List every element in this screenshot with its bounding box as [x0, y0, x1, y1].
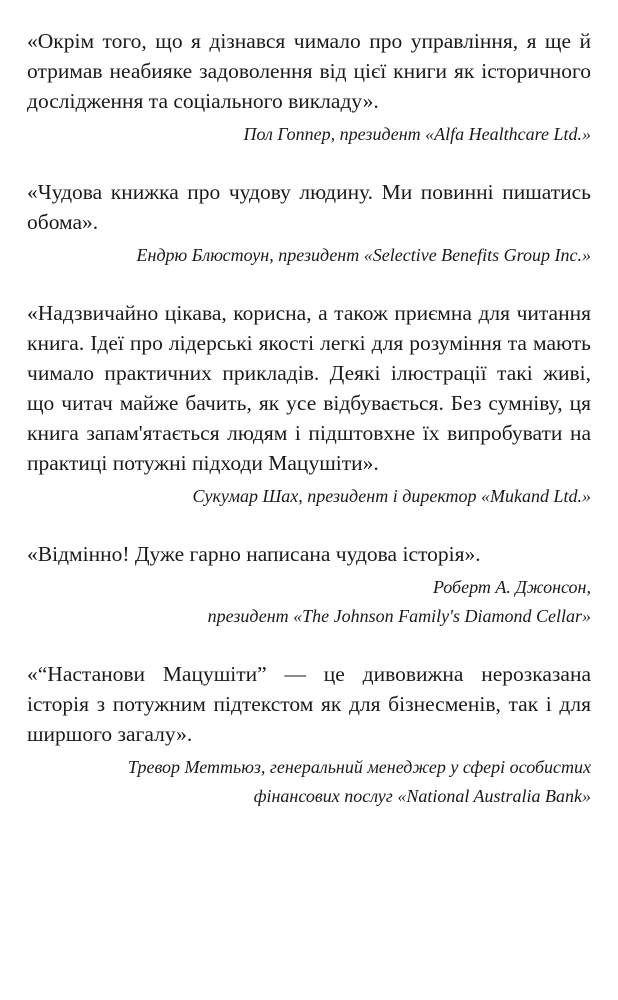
- author-line: президент «The Johnson Family's Diamond Cellar»: [207, 606, 591, 626]
- testimonial-johnson: [27, 539, 591, 631]
- testimonial-quote: «“Настанови Мацушіти” — це дивовижна нерозказана історія з потужним підтекстом як для бізнесменів, так і для ширшого загалу».: [27, 662, 591, 746]
- author-line: Сукумар Шах, президент і директор «Mukand Ltd.»: [192, 486, 591, 506]
- author-line: Ендрю Блюстоун, президент «Selective Benefits Group Inc.»: [136, 245, 591, 265]
- testimonial-quote: «Чудова книжка про чудову людину. Ми повинні пишатись обома».: [27, 180, 591, 234]
- testimonial-matthews: [27, 659, 591, 811]
- author-line: фінансових послуг «National Australia Bank»: [253, 786, 591, 806]
- testimonial-author: [27, 753, 591, 811]
- author-line: Роберт А. Джонсон,: [432, 577, 591, 597]
- testimonial-author: [27, 241, 591, 270]
- testimonial-hopper: [27, 26, 591, 149]
- testimonial-quote: «Відмінно! Дуже гарно написана чудова історія».: [27, 542, 481, 566]
- author-line: Тревор Меттьюз, генеральний менеджер у сфері особистих: [127, 757, 591, 777]
- testimonial-author: [27, 120, 591, 149]
- testimonial-author: [27, 573, 591, 631]
- testimonial-quote: «Надзвичайно цікава, корисна, а також приємна для читання книга. Ідеї про лідерські якості легкі для розуміння та мають чимало практичних прикладів. Деякі ілюстрації такі живі, що читач майже бачить, як усе відбувається. Без сумніву, ця книга запам'ятається людям і підштовхне їх випробувати на практиці потужні підходи Мацушіти».: [27, 301, 591, 475]
- testimonial-bluestone: [27, 177, 591, 270]
- testimonial-shah: [27, 298, 591, 511]
- author-line: Пол Гоппер, президент «Alfa Healthcare Ltd.»: [243, 124, 591, 144]
- testimonial-quote: «Окрім того, що я дізнався чимало про управління, я ще й отримав неабияке задоволення від цієї книги як історичного дослідження та соціального викладу».: [27, 29, 591, 113]
- testimonials-page: [27, 26, 591, 839]
- testimonial-author: [27, 482, 591, 511]
